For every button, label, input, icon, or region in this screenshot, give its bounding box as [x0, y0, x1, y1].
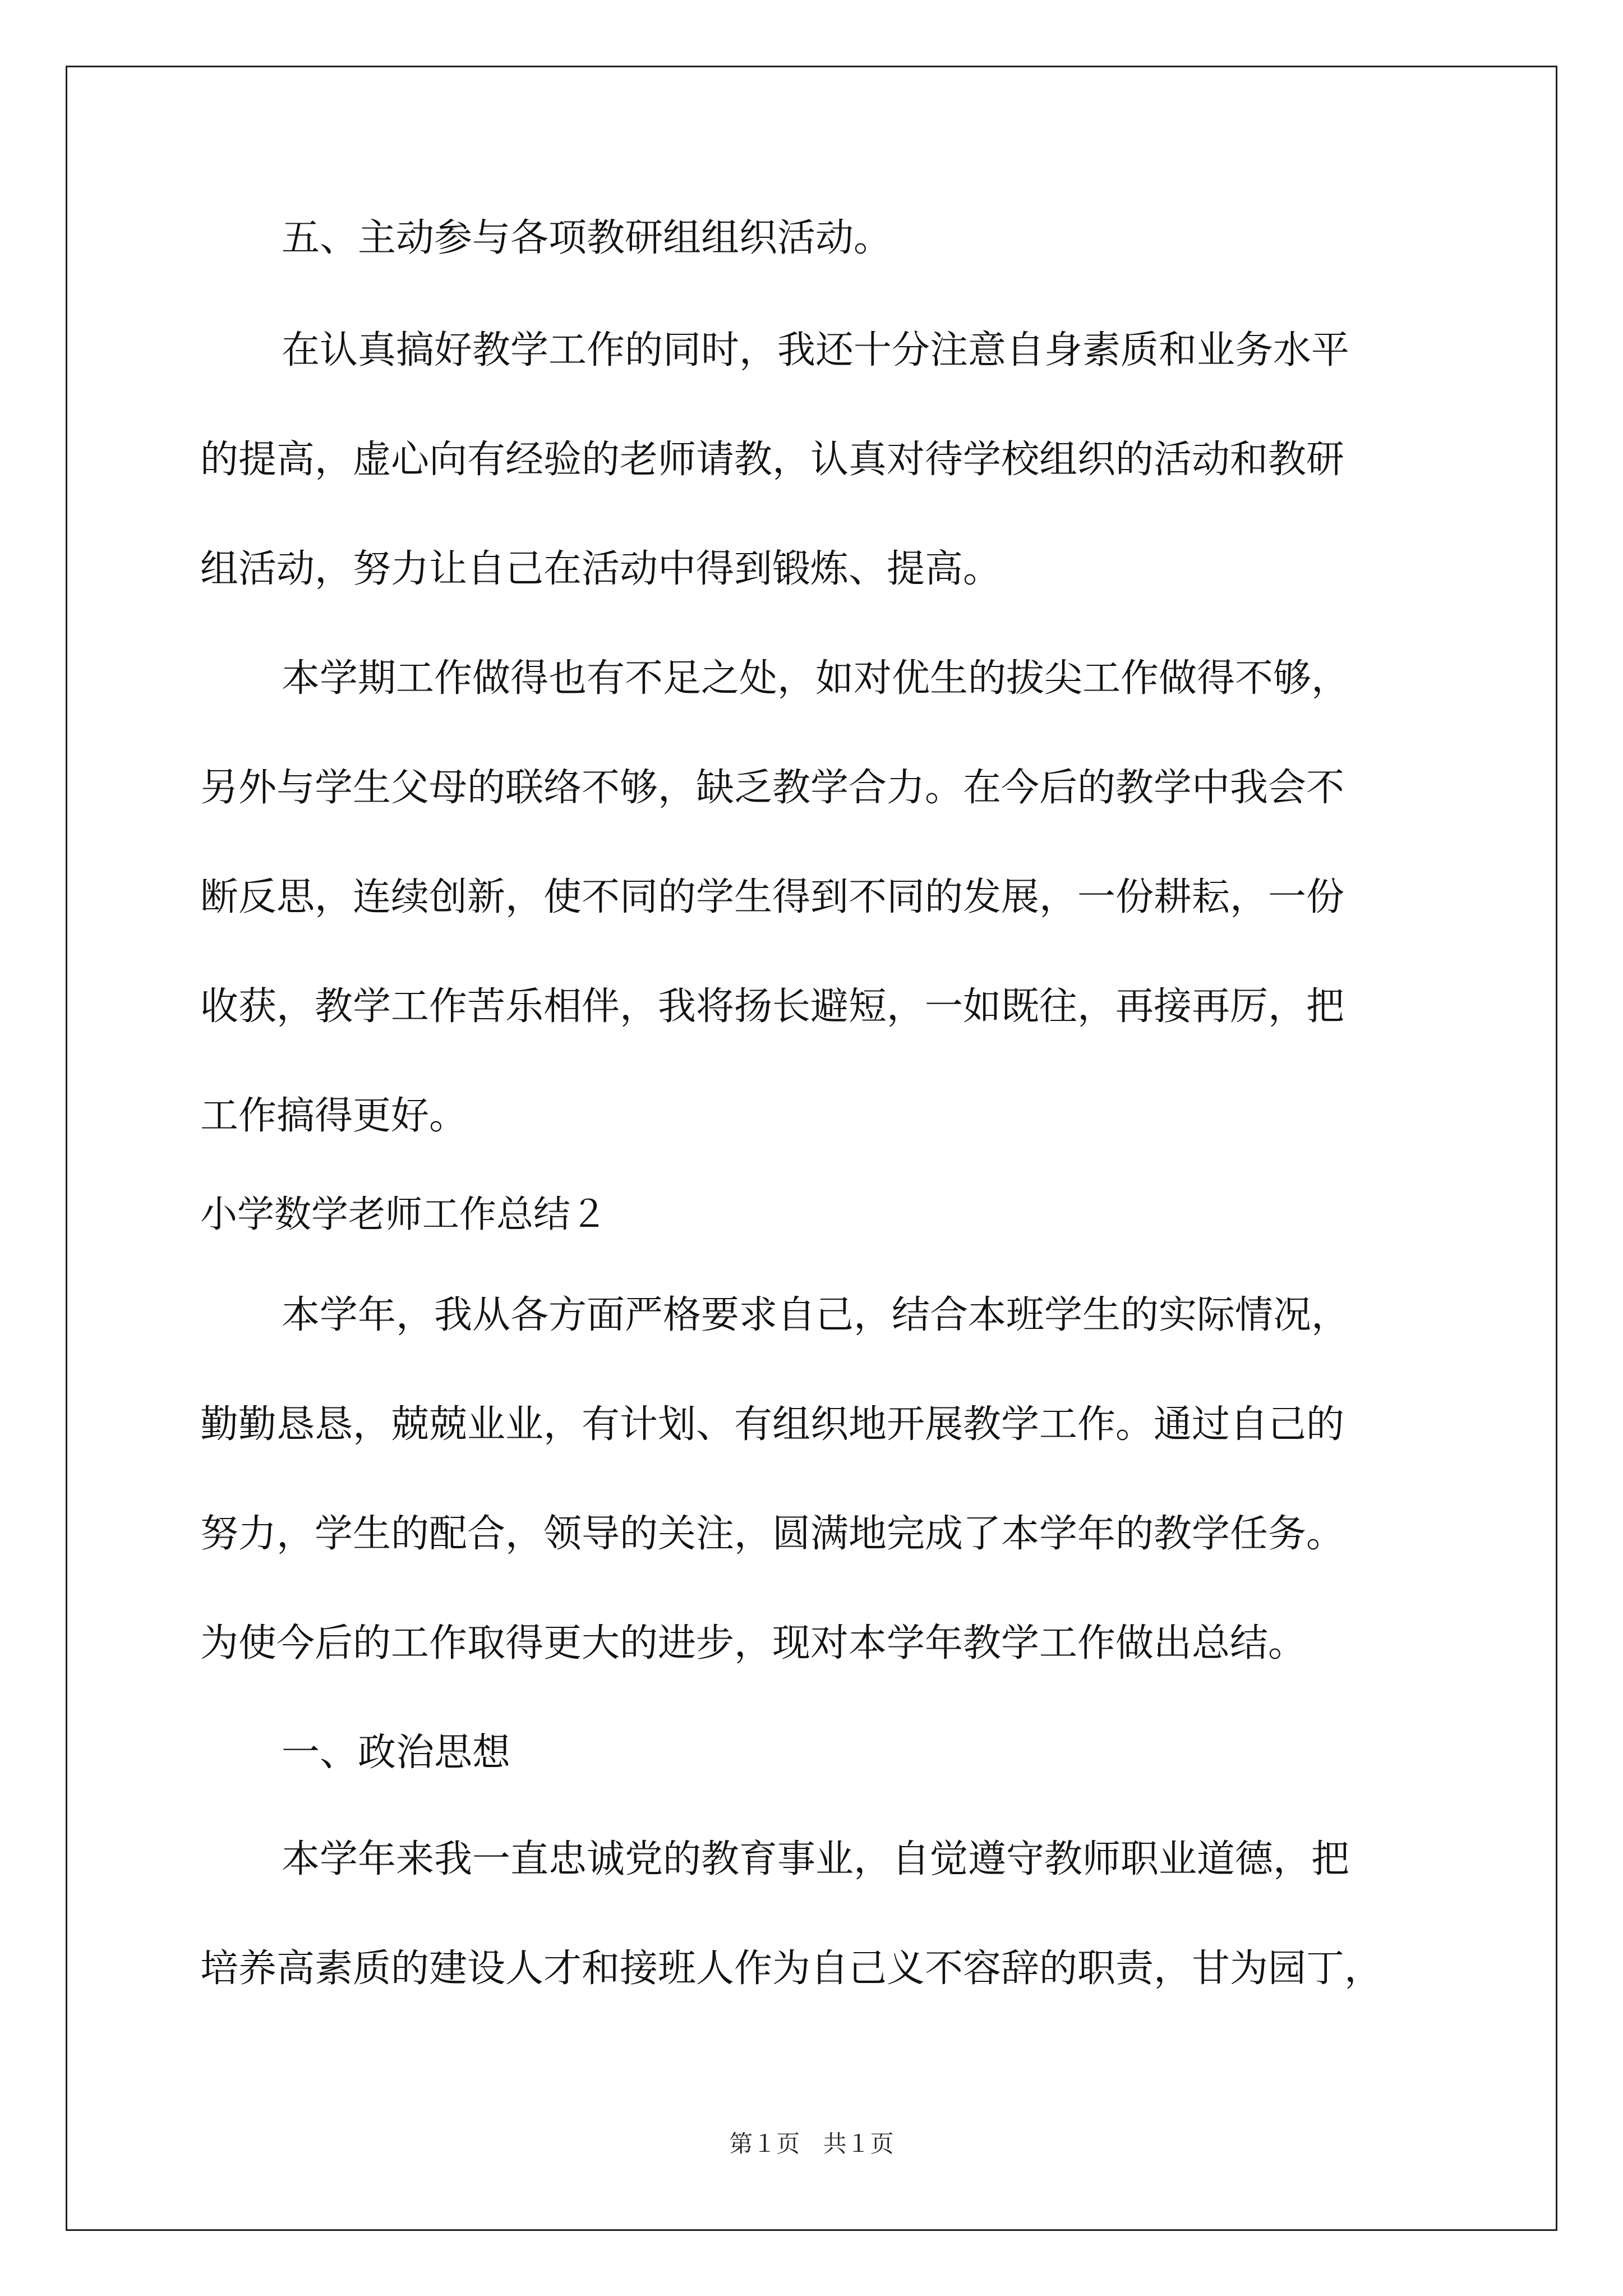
text-line: 为使今后的工作取得更大的进步，现对本学年教学工作做出总结。 — [200, 1621, 1307, 1665]
text-line: 的提高，虚心向有经验的老师请教，认真对待学校组织的活动和教研 — [200, 438, 1345, 482]
text-line: 五、主动参与各项教研组组织活动。 — [282, 216, 892, 260]
text-line: 组活动，努力让自己在活动中得到锻炼、提高。 — [200, 547, 1002, 591]
section-heading: 小学数学老师工作总结２ — [200, 1193, 607, 1236]
text-line: 在认真搞好教学工作的同时，我还十分注意自身素质和业务水平 — [282, 328, 1350, 372]
text-line: 培养高素质的建设人才和接班人作为自己义不容辞的职责，甘为园丁， — [200, 1947, 1383, 1991]
text-line: 本学期工作做得也有不足之处，如对优生的拔尖工作做得不够， — [282, 656, 1350, 701]
page-footer — [0, 2130, 1623, 2158]
text-line: 努力，学生的配合，领导的关注，圆满地完成了本学年的教学任务。 — [200, 1512, 1345, 1556]
text-line: 工作搞得更好。 — [200, 1094, 468, 1138]
page-number-total: 共１页 — [823, 2130, 894, 2157]
text-line: 断反思，连续创新，使不同的学生得到不同的发展，一份耕耘，一份 — [200, 875, 1345, 919]
text-line: 本学年，我从各方面严格要求自己，结合本班学生的实际情况， — [282, 1293, 1350, 1337]
text-line: 另外与学生父母的联络不够，缺乏教学合力。在今后的教学中我会不 — [200, 766, 1345, 810]
page-frame — [66, 66, 1557, 2231]
page-number-current: 第１页 — [729, 2130, 800, 2157]
text-line: 收获，教学工作苦乐相伴，我将扬长避短，一如既往，再接再厉，把 — [200, 984, 1345, 1029]
subsection-heading: 一、政治思想 — [282, 1731, 511, 1775]
text-line: 勤勤恳恳，兢兢业业，有计划、有组织地开展教学工作。通过自己的 — [200, 1402, 1345, 1447]
text-line: 本学年来我一直忠诚党的教育事业，自觉遵守教师职业道德，把 — [282, 1837, 1350, 1881]
